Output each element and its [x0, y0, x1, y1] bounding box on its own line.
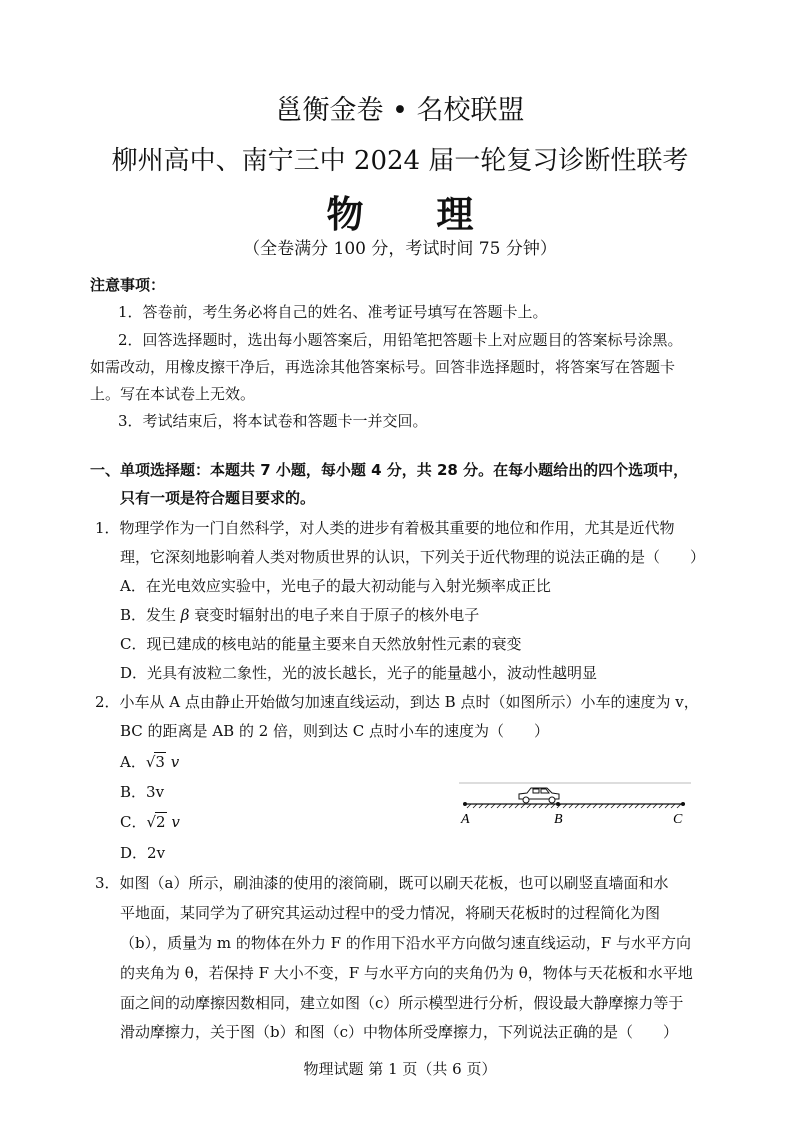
notes-title: 注意事项：	[90, 276, 166, 294]
q1-option-b	[120, 605, 479, 625]
q2-option-a-label: A．	[120, 753, 146, 771]
velocity-var-c: v	[171, 813, 180, 831]
car-track-figure	[455, 775, 695, 830]
q2-option-c	[120, 812, 180, 832]
q1-option-b-pre: B．发生	[120, 606, 181, 624]
q1-option-d: D．光具有波粒二象性，光的波长越长，光子的能量越小，波动性越明显	[120, 664, 598, 682]
q3-stem-4: 的夹角为 θ，若保持 F 大小不变，F 与水平方向的夹角仍为 θ，物体与天花板和水平地	[120, 964, 693, 982]
note-3: 3．考试结束后，将本试卷和答题卡一并交回。	[118, 412, 428, 430]
radicand-2: 2	[156, 813, 166, 831]
subject-title: 物 理	[326, 192, 504, 236]
q1-stem: 1．物理学作为一门自然科学，对人类的进步有着极其重要的地位和作用，尤其是近代物	[95, 519, 675, 537]
q2-stem-cont: BC 的距离是 AB 的 2 倍，则到达 C 点时小车的速度为（ ）	[120, 722, 550, 740]
label-a: A	[461, 812, 470, 827]
exam-name: 柳州高中、南宁三中 2024 届一轮复习诊断性联考	[111, 146, 689, 176]
q1-option-a: A．在光电效应实验中，光电子的最大初动能与入射光频率成正比	[120, 577, 551, 595]
label-c: C	[673, 812, 683, 827]
q3-stem-2: 平地面，某同学为了研究其运动过程中的受力情况，将刷天花板时的过程简化为图	[120, 904, 661, 922]
q3-stem: 3．如图（a）所示，刷油漆的使用的滚筒刷，既可以刷天花板，也可以刷竖直墙面和水	[95, 874, 669, 892]
radicand-3: 3	[155, 753, 165, 771]
car-icon	[519, 788, 559, 803]
q2-option-a	[120, 752, 179, 772]
note-1: 1．答卷前，考生务必将自己的姓名、准考证号填写在答题卡上。	[118, 303, 548, 321]
point-b-marker	[556, 802, 560, 806]
note-2-cont: 如需改动，用橡皮擦干净后，再选涂其他答案标号。回答非选择题时，将答案写在答题卡	[90, 358, 676, 376]
q2-stem: 2．小车从 A 点由静止开始做匀加速直线运动，到达 B 点时（如图所示）小车的速度为 v，	[95, 693, 699, 711]
note-2-cont2: 上。写在本试卷上无效。	[90, 385, 256, 403]
q2-option-b: B．3v	[120, 783, 165, 801]
beta-symbol: β	[180, 606, 190, 624]
q2-option-c-label: C．	[120, 813, 147, 831]
q1-option-b-post: 衰变时辐射出的电子来自于原子的核外电子	[189, 606, 480, 624]
q1-option-c: C．现已建成的核电站的能量主要来自天然放射性元素的衰变	[120, 635, 522, 653]
q3-stem-6: 滑动摩擦力，关于图（b）和图（c）中物体所受摩擦力，下列说法正确的是（ ）	[120, 1023, 679, 1041]
point-c-marker	[681, 802, 685, 806]
exam-series-title: 邕衡金卷 • 名校联盟	[275, 95, 525, 126]
section-heading-cont: 只有一项是符合题目要求的。	[120, 489, 316, 507]
label-b: B	[554, 812, 563, 827]
note-2: 2．回答选择题时，选出每小题答案后，用铅笔把答题卡上对应题目的答案标号涂黑。	[118, 331, 683, 349]
exam-info: （全卷满分 100 分，考试时间 75 分钟）	[243, 239, 557, 259]
sqrt-3: √3	[145, 753, 165, 771]
page-footer: 物理试题 第 1 页（共 6 页）	[303, 1060, 497, 1078]
q1-stem-cont: 理，它深刻地影响着人类对物质世界的认识，下列关于近代物理的说法正确的是（ ）	[120, 548, 706, 566]
sqrt-2: √2	[146, 813, 166, 831]
velocity-var: v	[170, 753, 180, 771]
q3-stem-3: （b），质量为 m 的物体在外力 F 的作用下沿水平方向做匀速直线运动，F 与水平方向	[120, 934, 691, 952]
q2-option-d: D．2v	[120, 844, 166, 862]
point-a-marker	[463, 802, 467, 806]
q3-stem-5: 面之间的动摩擦因数相同，建立如图（c）所示模型进行分析，假设最大静摩擦力等于	[120, 994, 684, 1012]
section-heading: 一、单项选择题：本题共 7 小题，每小题 4 分，共 28 分。在每小题给出的四个选项中，	[90, 461, 689, 479]
